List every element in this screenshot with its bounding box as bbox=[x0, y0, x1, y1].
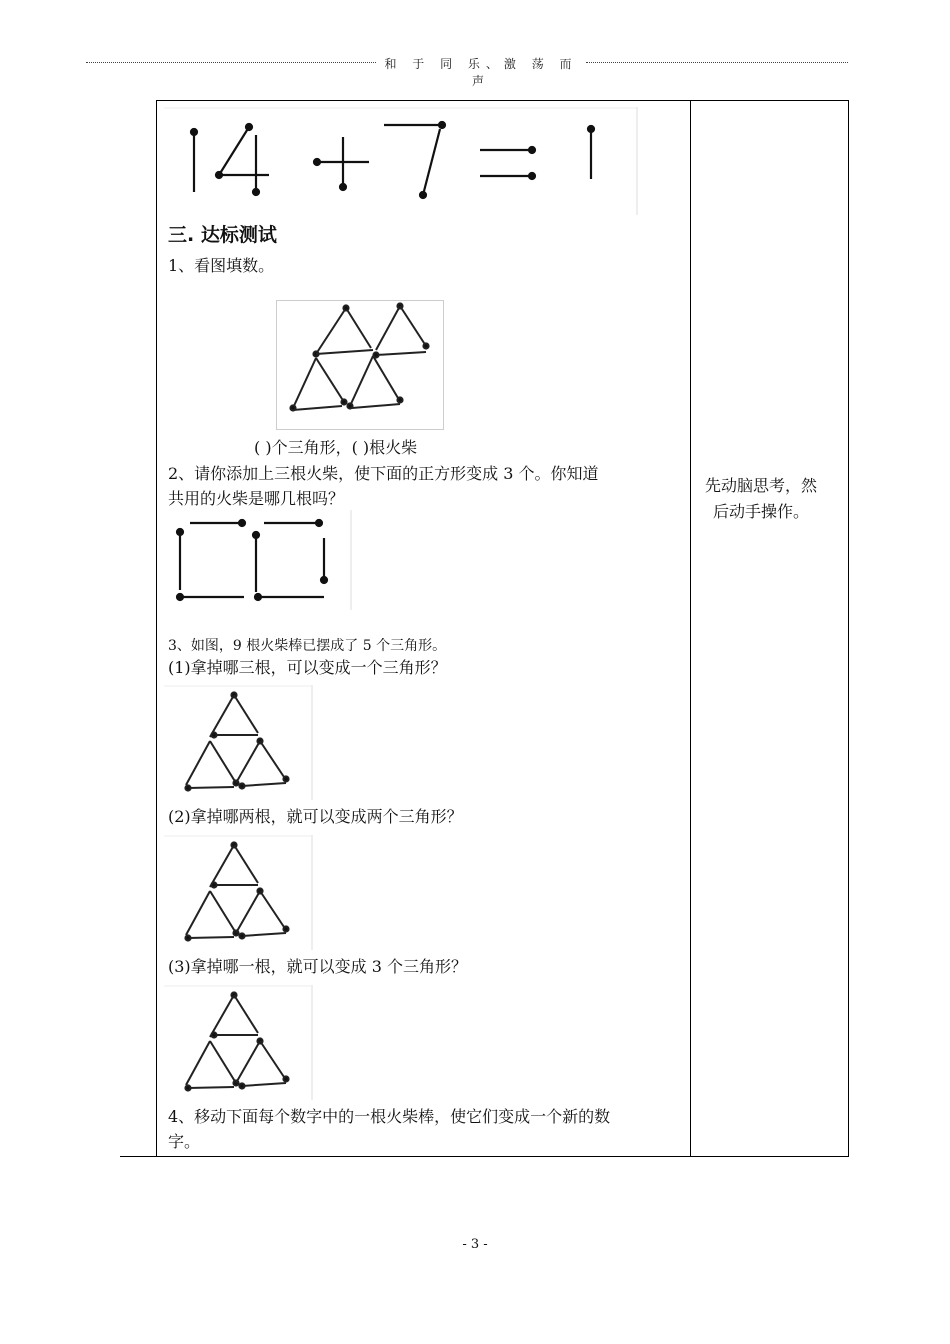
table-col-border-2 bbox=[690, 100, 691, 1156]
section-title: 三. 达标测试 bbox=[168, 224, 277, 246]
teacher-note-line1: 先动脑思考，然 bbox=[704, 476, 817, 495]
q4-prompt-line2: 字。 bbox=[168, 1132, 201, 1151]
q4-prompt-line1: 4、移动下面每个数字中的一根火柴棒，使它们变成一个新的数 bbox=[168, 1107, 611, 1126]
table-col-border-1 bbox=[156, 100, 157, 1156]
q3-triangles-figure-1 bbox=[164, 685, 314, 800]
q1-triangles-figure bbox=[276, 300, 444, 430]
table-col-border-3 bbox=[848, 100, 849, 1156]
teacher-note-line2: 后动手操作。 bbox=[712, 502, 809, 521]
page-number: - 3 - bbox=[462, 1237, 488, 1252]
header-motto: 和 于 同 乐、激 荡 而 声 bbox=[384, 57, 578, 88]
q2-prompt-line2: 共用的火柴是哪几根吗？ bbox=[168, 489, 345, 508]
q3-part2-prompt: (2)拿掉哪两根，就可以变成两个三角形？ bbox=[168, 807, 463, 826]
matchstick-equation-figure bbox=[164, 107, 639, 215]
q1-prompt: 1、看图填数。 bbox=[168, 256, 275, 275]
q3-triangles-figure-2 bbox=[164, 835, 314, 950]
q2-squares-figure bbox=[164, 510, 352, 610]
header-rule-right bbox=[586, 62, 848, 63]
table-top-border bbox=[156, 100, 849, 101]
q3-part1-prompt: (1)拿掉哪三根，可以变成一个三角形？ bbox=[168, 658, 447, 677]
q1-answer-line: ( )个三角形，( )根火柴 bbox=[254, 438, 418, 457]
header-rule-left bbox=[86, 62, 376, 63]
q3-part3-prompt: (3)拿掉哪一根，就可以变成 3 个三角形？ bbox=[168, 957, 468, 976]
q2-prompt-line1: 2、请你添加上三根火柴，使下面的正方形变成 3 个。你知道 bbox=[168, 464, 599, 483]
q3-intro: 3、如图，9 根火柴棒已摆成了 5 个三角形。 bbox=[168, 638, 447, 654]
q3-triangles-figure-3 bbox=[164, 985, 314, 1100]
